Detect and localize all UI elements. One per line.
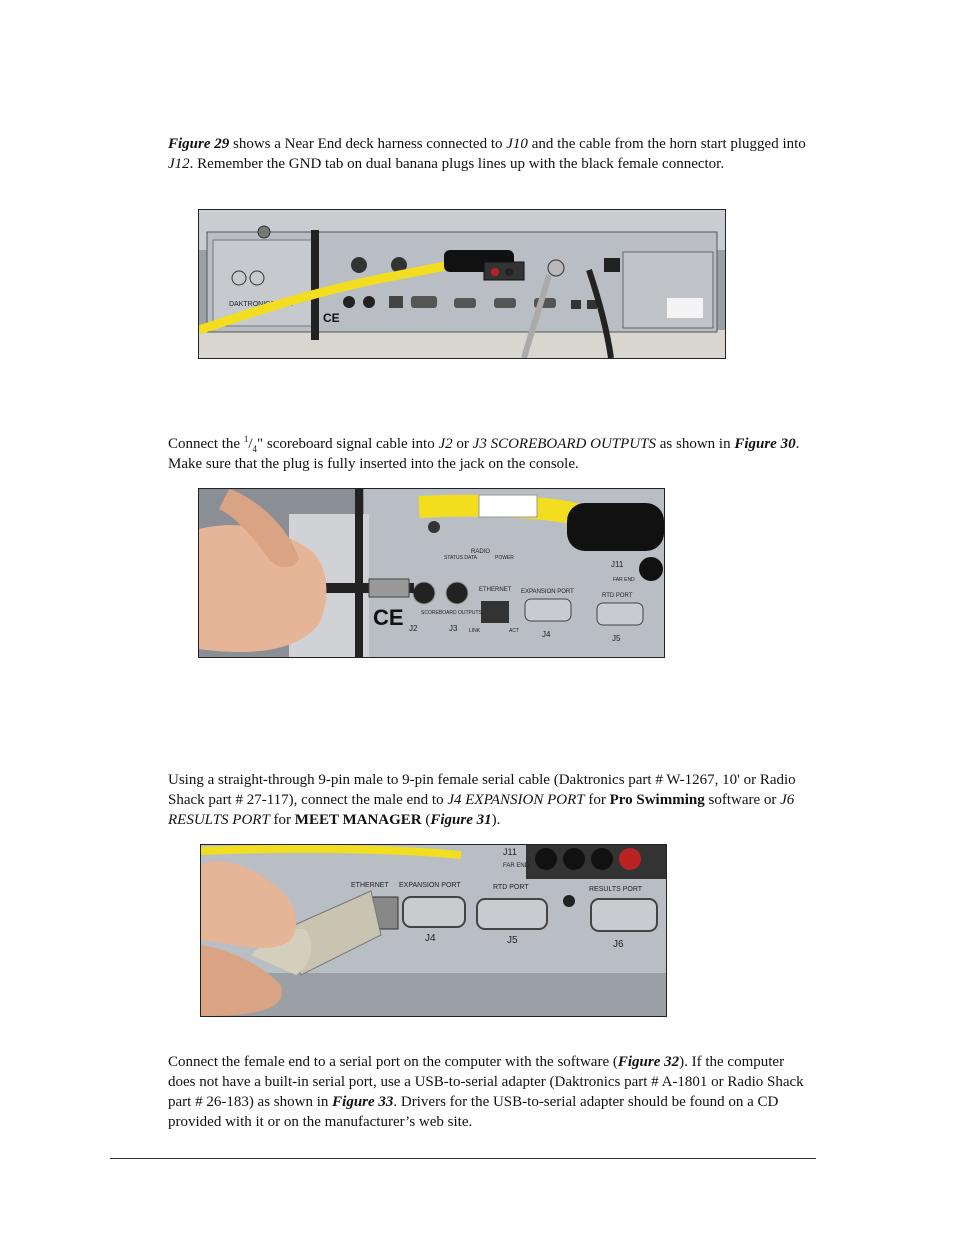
power-label: POWER (495, 555, 514, 561)
far-end-label: FAR END (613, 577, 635, 583)
near-end-deck-rear-panel-image (199, 210, 725, 358)
figure-29-ref: Figure 29 (168, 136, 230, 152)
act-label: ACT (509, 628, 519, 634)
scoreboard-outputs-label: SCOREBOARD OUTPUTS (421, 610, 482, 616)
paragraph-figure-31: Using a straight-through 9-pin male to 9-pin female serial cable (Daktronics part # W-1267, 10' or Radio Shack part # 27-117), connect the male end to J4 EXPANSION PORT for Pro Swimming software or J6 RESULTS PORT for MEET MANAGER (Figure 31). (168, 772, 796, 828)
serial-cable-connection-image (201, 845, 666, 1016)
figure-29-photo (198, 209, 726, 359)
j6-label: J6 (613, 939, 624, 950)
radio-label: RADIO (471, 549, 491, 555)
j5-label: J5 (507, 935, 518, 946)
status-data-label: STATUS DATA (444, 555, 477, 561)
rtd-port-label: RTD PORT (602, 593, 633, 599)
results-port-label: RESULTS PORT (589, 886, 643, 893)
rtd-port-label: RTD PORT (493, 884, 529, 891)
ethernet-label: ETHERNET (479, 587, 512, 593)
footer-divider (110, 1158, 816, 1159)
ethernet-label: ETHERNET (351, 882, 389, 889)
j4-label: J4 (425, 933, 436, 944)
ce-mark: CE (373, 605, 404, 630)
j3-label: J3 (449, 624, 458, 633)
figure-30-photo (198, 488, 665, 658)
brand-label: DAKTRONICS, INC. (229, 301, 293, 308)
paragraph-figure-30: Connect the $^1/_4$" scoreboard signal cable into J2 or J3 SCOREBOARD OUTPUTS as shown in Figure 30. Make sure that the plug is fully inserted into the jack on the console. (168, 434, 800, 472)
j2-label: J2 (409, 624, 418, 633)
figure-32-ref: Figure 32 (617, 1054, 680, 1070)
ce-mark: CE (323, 311, 340, 325)
scoreboard-cable-plug-image (199, 489, 664, 657)
figure-33-ref: Figure 33 (332, 1094, 394, 1110)
far-end-label: FAR END (503, 863, 530, 869)
j11-label: J11 (611, 560, 624, 569)
j11-label: J11 (503, 847, 517, 857)
figure-30-ref: Figure 30 (734, 436, 796, 452)
figure-31-photo (200, 844, 667, 1017)
paragraph-figure-29: Figure 29 shows a Near End deck harness connected to J10 and the cable from the horn start plugged into J12. Remember the GND tab on dual banana plugs lines up with the black female connector. (168, 136, 806, 172)
j4-label: J4 (542, 630, 551, 639)
expansion-port-label: EXPANSION PORT (399, 882, 461, 889)
j5-label: J5 (612, 634, 621, 643)
paragraph-figure-32-33: Connect the female end to a serial port on the computer with the software (Figure 32). If the computer does not have a built-in serial port, use a USB-to-serial adapter (Daktronics part # A-1801 or Radio Shack part # 26-183) as shown in Figure 33. Drivers for the USB-to-serial adapter should be found on a CD provided with it or on the manufacturer’s web site. (168, 1054, 804, 1130)
link-label: LINK (469, 628, 481, 634)
figure-31-ref: Figure 31 (430, 812, 492, 828)
expansion-port-label: EXPANSION PORT (521, 589, 574, 595)
